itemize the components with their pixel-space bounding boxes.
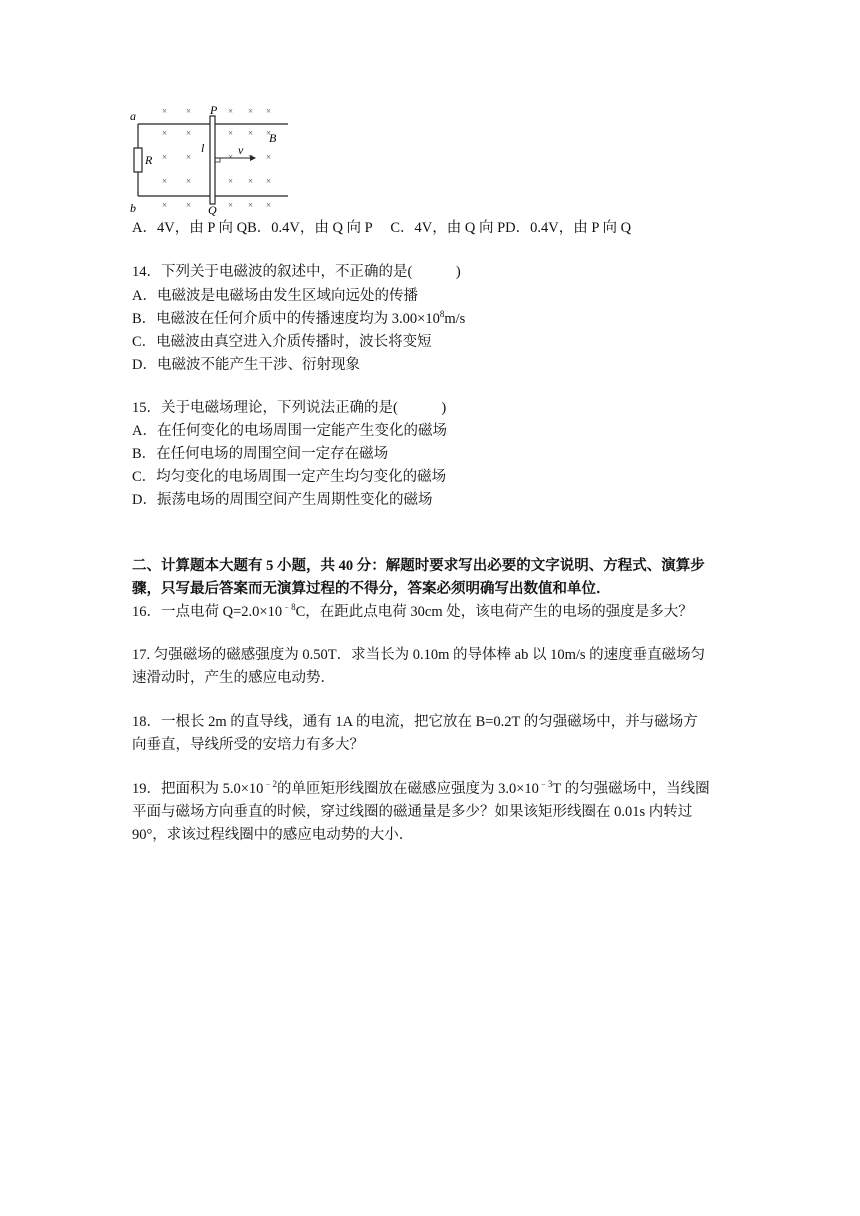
field-cross-icon: × xyxy=(266,106,272,116)
field-cross-icon: × xyxy=(186,200,192,210)
q19-line1-mid: 的单匝矩形线圈放在磁感应强度为 3.0×10 xyxy=(276,781,539,797)
q14-option-c: C．电磁波由真空进入介质传播时，波长将变短 xyxy=(132,334,432,350)
q14-option-b xyxy=(132,309,465,329)
q16-text-pre: 16．一点电荷 Q=2.0×10 xyxy=(132,604,283,620)
q19-line1-pre: 19．把面积为 5.0×10 xyxy=(132,781,264,797)
q16-text xyxy=(132,602,693,622)
field-cross-icon: × xyxy=(162,106,168,116)
q15-option-b: B．在任何电场的周围空间一定存在磁场 xyxy=(132,446,389,462)
q14-option-b-text: B．电磁波在任何介质中的传播速度均为 3.00×10 xyxy=(132,311,440,327)
field-cross-icon: × xyxy=(248,152,254,162)
label-R: R xyxy=(145,153,153,167)
q14-option-b-exponent: 8 xyxy=(439,309,445,320)
q15-option-c: C．均匀变化的电场周围一定产生均匀变化的磁场 xyxy=(132,469,447,485)
q19-exponent-area: ﹣2 xyxy=(263,779,277,790)
q16-exponent: ﹣8 xyxy=(282,602,296,613)
q15-stem: 15．关于电磁场理论，下列说法正确的是( ) xyxy=(132,400,447,416)
field-cross-icon: × xyxy=(228,176,234,186)
q16-text-post: C，在距此点电荷 30cm 处，该电荷产生的电场的强度是多大？ xyxy=(295,604,693,620)
q14-option-d: D．电磁波不能产生干涉、衍射现象 xyxy=(132,357,360,373)
q17-line1: 17. 匀强磁场的磁感强度为 0.50T．求当长为 0.10m 的导体棒 ab 以 10m/s 的速度垂直磁场匀 xyxy=(132,647,706,663)
section2-instruction-line1: 二、计算题本大题有 5 小题，共 40 分：解题时要求写出必要的文字说明、方程式、演算步 xyxy=(132,558,705,574)
field-cross-icon: × xyxy=(248,106,254,116)
q19-line2: 平面与磁场方向垂直的时候，穿过线圈的磁通量是多少？如果该矩形线圈在 0.01s 内转过 xyxy=(132,804,693,820)
label-b: b xyxy=(130,201,136,215)
resistor xyxy=(134,148,142,172)
q15-option-a: A．在任何变化的电场周围一定能产生变化的磁场 xyxy=(132,423,447,439)
q19-line3: 90°，求该过程线圈中的感应电动势的大小． xyxy=(132,827,414,843)
label-Q: Q xyxy=(208,203,217,216)
q14-option-b-unit: m/s xyxy=(444,311,466,327)
field-cross-icon: × xyxy=(186,152,192,162)
field-cross-icon: × xyxy=(248,176,254,186)
field-cross-icon: × xyxy=(266,128,272,138)
q19-exponent-field: ﹣3 xyxy=(538,779,553,790)
q19-line1 xyxy=(132,779,710,799)
field-cross-icon: × xyxy=(228,200,234,210)
field-cross-icon: × xyxy=(248,200,254,210)
q18-line2: 向垂直，导线所受的安培力有多大？ xyxy=(132,737,364,753)
label-B: B xyxy=(269,131,277,145)
field-cross-icon: × xyxy=(162,152,168,162)
field-cross-icon: × xyxy=(228,152,234,162)
conductor-rod xyxy=(210,116,215,204)
q15-option-d: D．振荡电场的周围空间产生周期性变化的磁场 xyxy=(132,492,433,508)
field-cross-icon: × xyxy=(162,200,168,210)
field-cross-icon: × xyxy=(186,176,192,186)
field-cross-icon: × xyxy=(162,128,168,138)
field-cross-icon: × xyxy=(266,152,272,162)
q18-line1: 18．一根长 2m 的直导线，通有 1A 的电流，把它放在 B=0.2T 的匀强磁场中，并与磁场方 xyxy=(132,714,698,730)
q17-line2: 速滑动时，产生的感应电动势． xyxy=(132,670,335,686)
field-cross-icon: × xyxy=(228,128,234,138)
field-cross-icon: × xyxy=(186,106,192,116)
q13-options: A．4V，由 P 向 QB．0.4V，由 Q 向 P C．4V，由 Q 向 PD．0.4V，由 P 向 Q xyxy=(132,220,632,236)
field-cross-icon: × xyxy=(266,200,272,210)
label-P: P xyxy=(210,104,218,117)
field-cross-icon: × xyxy=(248,128,254,138)
right-angle-mark xyxy=(215,158,220,162)
field-cross-icon: × xyxy=(186,128,192,138)
field-cross-icon: × xyxy=(228,106,234,116)
q14-option-a: A．电磁波是电磁场由发生区域向远处的传播 xyxy=(132,288,418,304)
q14-stem: 14．下列关于电磁波的叙述中，不正确的是( ) xyxy=(132,264,461,280)
field-cross-icon: × xyxy=(162,176,168,186)
label-v: v xyxy=(238,143,244,157)
q19-line1-post: T 的匀强磁场中，当线圈 xyxy=(552,781,710,797)
field-cross-icon: × xyxy=(266,176,272,186)
label-a: a xyxy=(130,109,136,123)
circuit-figure xyxy=(128,104,298,216)
section2-instruction-line2: 骤，只写最后答案而无演算过程的不得分，答案必须明确写出数值和单位． xyxy=(132,581,611,597)
label-l: l xyxy=(201,141,205,155)
